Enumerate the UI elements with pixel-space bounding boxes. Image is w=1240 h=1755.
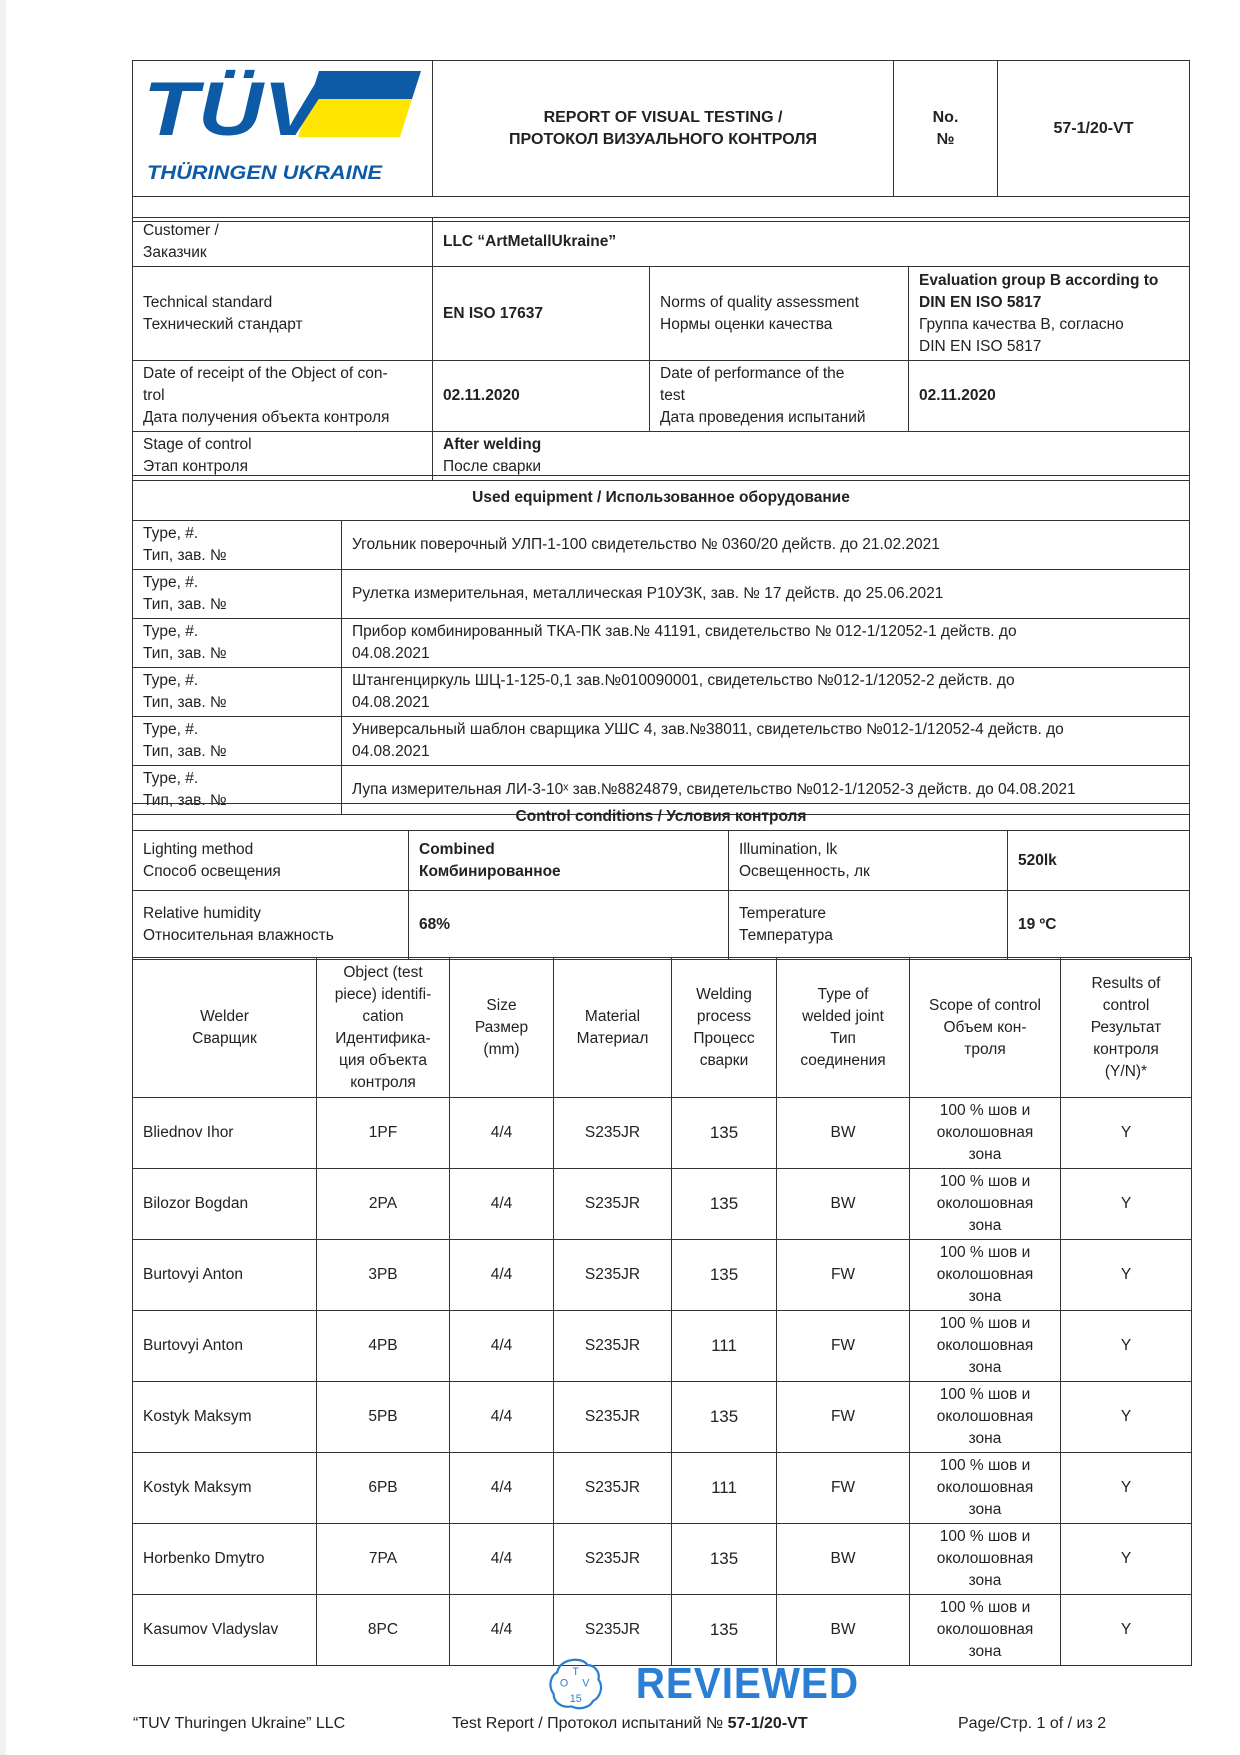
object-cell: 5PB bbox=[317, 1382, 450, 1453]
column-header: Size Размер (mm) bbox=[450, 958, 554, 1098]
equipment-description: Лупа измерительная ЛИ-3-10ˣ зав.№8824879, свидетельство №012-1/12052-3 действ. до 04.08.2021 bbox=[342, 766, 1190, 815]
footer-company: “TUV Thuringen Ukraine” LLC bbox=[133, 1715, 346, 1732]
results-header-row bbox=[133, 958, 1192, 1098]
scope-cell: 100 % шов и околошовная зона bbox=[910, 1311, 1061, 1382]
equipment-description: Прибор комбинированный ТКА-ПК зав.№ 41191, свидетельство № 012-1/12052-1 действ. до 04.08.2021 bbox=[342, 619, 1190, 668]
equipment-title: Used equipment / Использованное оборудование bbox=[133, 476, 1190, 521]
process-cell: 135 bbox=[672, 1595, 777, 1666]
temperature-label: Temperature Температура bbox=[729, 891, 1008, 960]
svg-text:15: 15 bbox=[569, 1692, 582, 1705]
column-header: Material Материал bbox=[554, 958, 672, 1098]
info-table bbox=[132, 217, 1190, 481]
logo-subtitle: THÜRINGEN UKRAINE bbox=[147, 163, 384, 184]
conditions-title: Control conditions / Условия контроля bbox=[133, 804, 1190, 831]
equipment-table bbox=[132, 475, 1190, 815]
object-cell: 4PB bbox=[317, 1311, 450, 1382]
column-header: Type of welded joint Тип соединения bbox=[777, 958, 910, 1098]
no-label-ru: № bbox=[936, 130, 955, 148]
reviewed-stamp bbox=[548, 1658, 869, 1710]
process-cell: 135 bbox=[672, 1382, 777, 1453]
svg-text:V: V bbox=[582, 1677, 590, 1690]
illumination-value: 520lk bbox=[1008, 831, 1190, 891]
scan-edge bbox=[0, 0, 6, 1755]
tuv-logo-graphic bbox=[141, 65, 421, 185]
conditions-table bbox=[132, 803, 1190, 960]
result-cell: Y bbox=[1061, 1098, 1192, 1169]
size-cell: 4/4 bbox=[450, 1453, 554, 1524]
joint-cell: FW bbox=[777, 1240, 910, 1311]
performance-label: Date of performance of the test Дата проведения испытаний bbox=[650, 361, 909, 432]
illumination-label: Illumination, lk Освещенность, лк bbox=[729, 831, 1008, 891]
no-label-en: No. bbox=[932, 108, 959, 126]
material-cell: S235JR bbox=[554, 1382, 672, 1453]
result-cell: Y bbox=[1061, 1311, 1192, 1382]
table-row bbox=[133, 1240, 1192, 1311]
equipment-description: Угольник поверочный УЛП-1-100 свидетельство № 0360/20 действ. до 21.02.2021 bbox=[342, 521, 1190, 570]
table-row bbox=[133, 1595, 1192, 1666]
equipment-row bbox=[133, 619, 1190, 668]
number-label bbox=[894, 61, 998, 197]
joint-cell: BW bbox=[777, 1595, 910, 1666]
welder-cell: Kostyk Maksym bbox=[133, 1382, 317, 1453]
process-cell: 135 bbox=[672, 1098, 777, 1169]
scope-cell: 100 % шов и околошовная зона bbox=[910, 1240, 1061, 1311]
welder-cell: Bilozor Bogdan bbox=[133, 1169, 317, 1240]
table-row bbox=[133, 1524, 1192, 1595]
joint-cell: FW bbox=[777, 1382, 910, 1453]
logo-text: TÜV bbox=[143, 67, 330, 152]
report-header bbox=[132, 60, 1190, 222]
result-cell: Y bbox=[1061, 1382, 1192, 1453]
size-cell: 4/4 bbox=[450, 1595, 554, 1666]
joint-cell: FW bbox=[777, 1311, 910, 1382]
equipment-type-label: Type, #. Тип, зав. № bbox=[133, 521, 342, 570]
process-cell: 135 bbox=[672, 1169, 777, 1240]
size-cell: 4/4 bbox=[450, 1098, 554, 1169]
seal-icon bbox=[548, 1658, 604, 1710]
welder-cell: Burtovyi Anton bbox=[133, 1240, 317, 1311]
welder-cell: Kasumov Vladyslav bbox=[133, 1595, 317, 1666]
scope-cell: 100 % шов и околошовная зона bbox=[910, 1169, 1061, 1240]
equipment-description: Штангенциркуль ШЦ-1-125-0,1 зав.№010090001, свидетельство №012-1/12052-2 действ. до 04.08.2021 bbox=[342, 668, 1190, 717]
reviewed-text: REVIEWED bbox=[635, 1659, 859, 1708]
welder-cell: Kostyk Maksym bbox=[133, 1453, 317, 1524]
equipment-row bbox=[133, 570, 1190, 619]
result-cell: Y bbox=[1061, 1595, 1192, 1666]
tuv-logo bbox=[133, 61, 433, 197]
report-title bbox=[433, 61, 894, 197]
table-row bbox=[133, 1311, 1192, 1382]
process-cell: 111 bbox=[672, 1453, 777, 1524]
svg-text:O: O bbox=[559, 1677, 569, 1690]
material-cell: S235JR bbox=[554, 1098, 672, 1169]
size-cell: 4/4 bbox=[450, 1311, 554, 1382]
object-cell: 1PF bbox=[317, 1098, 450, 1169]
scope-cell: 100 % шов и околошовная зона bbox=[910, 1098, 1061, 1169]
result-cell: Y bbox=[1061, 1240, 1192, 1311]
joint-cell: FW bbox=[777, 1453, 910, 1524]
humidity-label: Relative humidity Относительная влажность bbox=[133, 891, 409, 960]
process-cell: 135 bbox=[672, 1240, 777, 1311]
footer-page: Page/Стр. 1 of / из 2 bbox=[958, 1715, 1107, 1732]
object-cell: 6PB bbox=[317, 1453, 450, 1524]
equipment-type-label: Type, #. Тип, зав. № bbox=[133, 619, 342, 668]
object-cell: 8PC bbox=[317, 1595, 450, 1666]
size-cell: 4/4 bbox=[450, 1524, 554, 1595]
norms-value: Evaluation group B according to DIN EN ISO 5817 Группа качества B, согласно DIN EN ISO 5817 bbox=[909, 267, 1190, 361]
equipment-description: Рулетка измерительная, металлическая Р10УЗК, зав. № 17 действ. до 25.06.2021 bbox=[342, 570, 1190, 619]
result-cell: Y bbox=[1061, 1169, 1192, 1240]
lighting-label: Lighting method Способ освещения bbox=[133, 831, 409, 891]
table-row bbox=[133, 1382, 1192, 1453]
process-cell: 135 bbox=[672, 1524, 777, 1595]
process-cell: 111 bbox=[672, 1311, 777, 1382]
column-header: Scope of control Объем кон- троля bbox=[910, 958, 1061, 1098]
tech-standard-label: Technical standard Технический стандарт bbox=[133, 267, 433, 361]
material-cell: S235JR bbox=[554, 1240, 672, 1311]
table-row bbox=[133, 1098, 1192, 1169]
column-header: Results of control Результат контроля (Y/N)* bbox=[1061, 958, 1192, 1098]
receipt-value: 02.11.2020 bbox=[433, 361, 650, 432]
equipment-type-label: Type, #. Тип, зав. № bbox=[133, 570, 342, 619]
scope-cell: 100 % шов и околошовная зона bbox=[910, 1453, 1061, 1524]
equipment-type-label: Type, #. Тип, зав. № bbox=[133, 668, 342, 717]
column-header: Welder Сварщик bbox=[133, 958, 317, 1098]
equipment-row bbox=[133, 521, 1190, 570]
object-cell: 2PA bbox=[317, 1169, 450, 1240]
size-cell: 4/4 bbox=[450, 1169, 554, 1240]
column-header: Object (test piece) identifi- cation Идентифика- ция объекта контроля bbox=[317, 958, 450, 1098]
temperature-value: 19 ºC bbox=[1008, 891, 1190, 960]
joint-cell: BW bbox=[777, 1098, 910, 1169]
norms-label: Norms of quality assessment Нормы оценки качества bbox=[650, 267, 909, 361]
stage-value: After welding После сварки bbox=[433, 432, 1190, 481]
lighting-value: Combined Комбинированное bbox=[409, 831, 729, 891]
material-cell: S235JR bbox=[554, 1169, 672, 1240]
tech-standard-value: EN ISO 17637 bbox=[433, 267, 650, 361]
report-number: 57-1/20-VT bbox=[998, 61, 1190, 197]
scope-cell: 100 % шов и околошовная зона bbox=[910, 1382, 1061, 1453]
equipment-row bbox=[133, 717, 1190, 766]
equipment-type-label: Type, #. Тип, зав. № bbox=[133, 766, 342, 815]
table-row bbox=[133, 1453, 1192, 1524]
size-cell: 4/4 bbox=[450, 1382, 554, 1453]
result-cell: Y bbox=[1061, 1453, 1192, 1524]
customer-label: Customer / Заказчик bbox=[133, 218, 433, 267]
footer-report: Test Report / Протокол испытаний № 57-1/20-VT bbox=[452, 1715, 808, 1732]
scope-cell: 100 % шов и околошовная зона bbox=[910, 1595, 1061, 1666]
material-cell: S235JR bbox=[554, 1453, 672, 1524]
title-en: REPORT OF VISUAL TESTING / bbox=[543, 108, 783, 126]
equipment-description: Универсальный шаблон сварщика УШС 4, зав.№38011, свидетельство №012-1/12052-4 действ. до 04.08.2021 bbox=[342, 717, 1190, 766]
material-cell: S235JR bbox=[554, 1524, 672, 1595]
title-ru: ПРОТОКОЛ ВИЗУАЛЬНОГО КОНТРОЛЯ bbox=[509, 130, 817, 148]
equipment-type-label: Type, #. Тип, зав. № bbox=[133, 717, 342, 766]
column-header: Welding process Процесс сварки bbox=[672, 958, 777, 1098]
material-cell: S235JR bbox=[554, 1311, 672, 1382]
stage-label: Stage of control Этап контроля bbox=[133, 432, 433, 481]
results-table bbox=[132, 957, 1192, 1666]
joint-cell: BW bbox=[777, 1169, 910, 1240]
material-cell: S235JR bbox=[554, 1595, 672, 1666]
welder-cell: Bliednov Ihor bbox=[133, 1098, 317, 1169]
customer-value: LLC “ArtMetallUkraine” bbox=[433, 218, 1190, 267]
receipt-label: Date of receipt of the Object of con- trol Дата получения объекта контроля bbox=[133, 361, 433, 432]
table-row bbox=[133, 1169, 1192, 1240]
joint-cell: BW bbox=[777, 1524, 910, 1595]
welder-cell: Burtovyi Anton bbox=[133, 1311, 317, 1382]
scope-cell: 100 % шов и околошовная зона bbox=[910, 1524, 1061, 1595]
size-cell: 4/4 bbox=[450, 1240, 554, 1311]
object-cell: 7PA bbox=[317, 1524, 450, 1595]
welder-cell: Horbenko Dmytro bbox=[133, 1524, 317, 1595]
result-cell: Y bbox=[1061, 1524, 1192, 1595]
object-cell: 3PB bbox=[317, 1240, 450, 1311]
equipment-row bbox=[133, 668, 1190, 717]
humidity-value: 68% bbox=[409, 891, 729, 960]
performance-value: 02.11.2020 bbox=[909, 361, 1190, 432]
svg-text:T: T bbox=[572, 1666, 579, 1679]
